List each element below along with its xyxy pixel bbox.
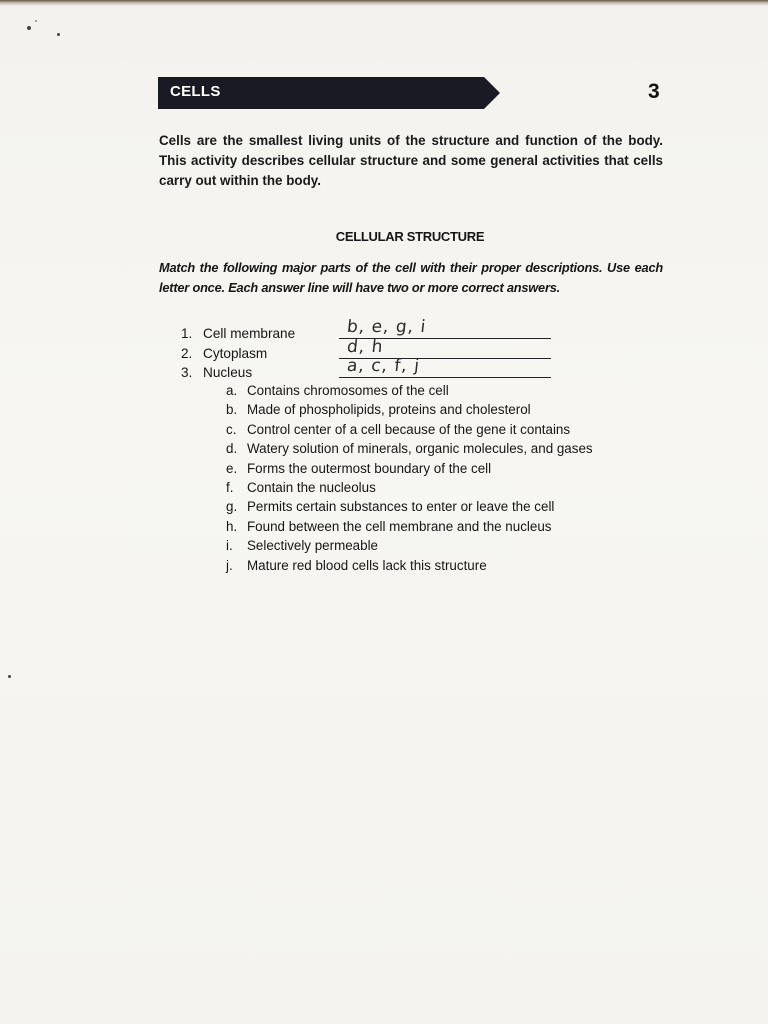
answer-line[interactable] [339,377,551,378]
item-label: Cytoplasm [203,345,268,361]
description-letter: c. [226,421,237,437]
page-number: 3 [648,80,660,103]
description-text: Contains chromosomes of the cell [247,383,449,398]
description-text: Found between the cell membrane and the nucleus [247,518,552,534]
description-item [226,517,666,536]
description-item [226,536,666,555]
description-letter: i. [226,538,233,554]
description-letter: d. [226,441,238,457]
item-label: Cell membrane [203,326,296,341]
chapter-title: CELLS [170,83,221,100]
description-letter: e. [226,460,238,476]
description-item [226,556,666,575]
description-text: Permits certain substances to enter or leave the cell [247,499,555,515]
item-number: 1. [181,326,193,341]
item-number: 2. [181,345,193,361]
scan-speck [8,675,11,678]
scan-speck [35,20,37,22]
description-letter: f. [226,479,234,495]
description-item [226,439,666,458]
description-letter: j. [226,557,233,573]
matching-items-list [181,317,561,383]
item-label: Nucleus [203,365,253,380]
scan-speck [57,33,60,36]
description-text: Forms the outermost boundary of the cell [247,460,492,476]
description-item [226,459,666,478]
chapter-banner [158,77,500,109]
description-letter: h. [226,518,238,534]
scan-top-edge [0,0,768,6]
description-item [226,381,666,400]
handwritten-answer: b, e, g, i [346,317,428,337]
section-heading: CELLULAR STRUCTURE [335,229,485,244]
description-letter: b. [226,402,238,418]
description-text: Mature red blood cells lack this structure [247,557,487,573]
item-number: 3. [181,365,193,380]
description-item [226,497,666,516]
descriptions-list [226,381,666,575]
description-text: Watery solution of minerals, organic molecules, and gases [247,441,593,457]
handwritten-answer: a, c, f, j [346,356,422,376]
scan-speck [27,26,31,30]
description-text: Selectively permeable [247,538,378,554]
description-item [226,478,666,497]
intro-paragraph: Cells are the smallest living units of the structure and function of the body. This activity describes cellular structure and some general activities that cells carry out within the body. [159,133,663,188]
description-letter: a. [226,383,238,398]
description-item [226,400,666,419]
description-text: Control center of a cell because of the gene it contains [247,421,571,437]
description-text: Contain the nucleolus [247,479,376,495]
matching-item [181,356,561,383]
description-letter: g. [226,499,238,515]
handwritten-answer: d, h [346,336,385,357]
instructions-paragraph: Match the following major parts of the cell with their proper descriptions. Use each letter once. Each answer line will have two or more correct answers. [159,260,663,295]
description-item [226,420,666,439]
description-text: Made of phospholipids, proteins and cholesterol [247,402,531,418]
